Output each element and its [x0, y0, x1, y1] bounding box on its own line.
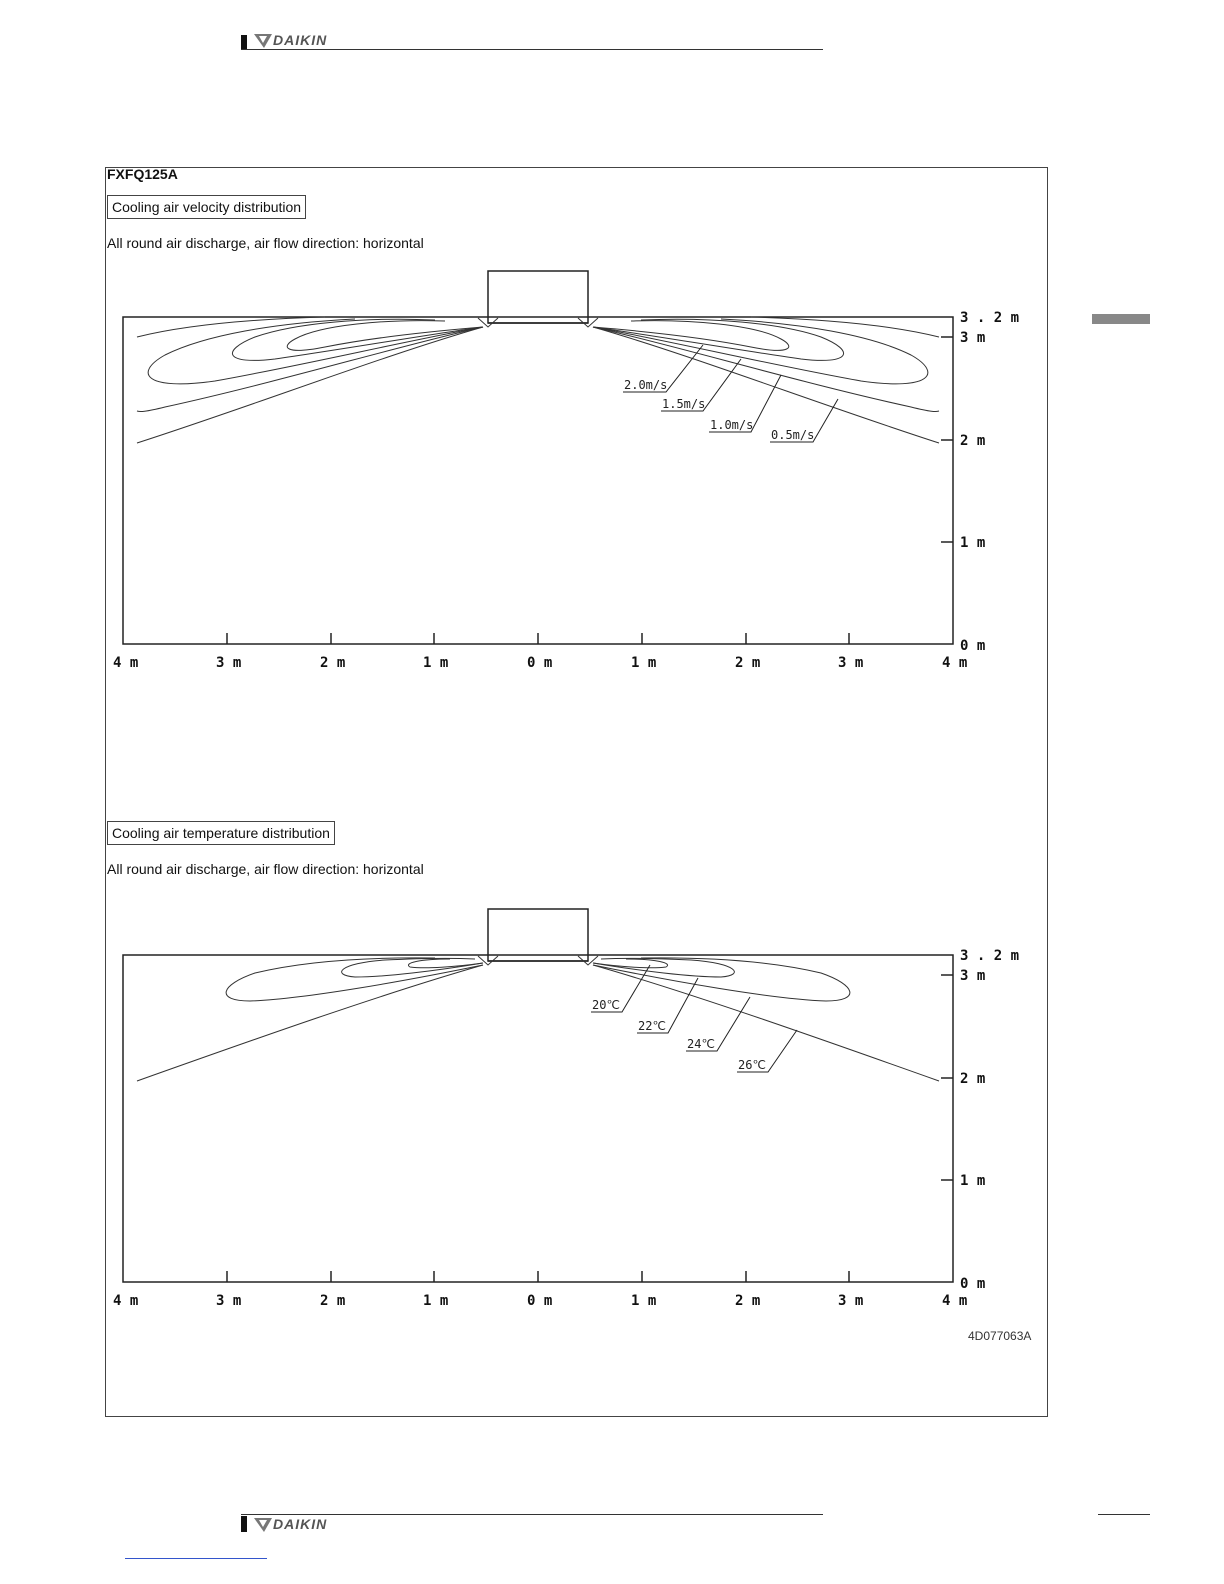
x-tick-label: 3 m: [838, 1293, 864, 1309]
logo-bar: [241, 35, 247, 49]
temperature-contour-label: 20℃: [592, 998, 620, 1012]
velocity-contour-label: 2.0m/s: [624, 378, 668, 392]
temperature-contour-label: 26℃: [738, 1058, 766, 1072]
section-tab-marker: [1092, 314, 1150, 324]
x-tick-label: 4 m: [113, 1293, 139, 1309]
velocity-title-box: Cooling air velocity distribution: [107, 195, 306, 219]
header-logo: [241, 32, 341, 50]
velocity-contour-label: 1.0m/s: [710, 418, 754, 432]
x-tick-label: 3 m: [216, 1293, 242, 1309]
room-boundary: [123, 317, 953, 644]
daikin-logo-icon: [254, 1518, 272, 1532]
header-brand: DAIKIN: [273, 32, 328, 48]
y-tick-label: 0 m: [960, 638, 986, 654]
x-tick-label: 4 m: [113, 655, 139, 671]
x-tick-label: 3 m: [838, 655, 864, 671]
footer-link-underline[interactable]: [125, 1558, 267, 1559]
x-tick-label: 1 m: [631, 1293, 657, 1309]
y-tick-label: 0 m: [960, 1276, 986, 1292]
left-contour-1-0: [148, 319, 483, 384]
left-contour-26: [137, 965, 483, 1081]
x-tick-label: 2 m: [320, 1293, 346, 1309]
footer-brand: DAIKIN: [273, 1516, 328, 1532]
left-contour-0-5-upper: [137, 327, 483, 412]
right-contour-20: [593, 959, 668, 968]
temperature-subtitle: All round air discharge, air flow direction: horizontal: [107, 861, 424, 877]
temperature-title-box: Cooling air temperature distribution: [107, 821, 335, 845]
x-tick-label: 0 m: [527, 655, 553, 671]
y-tick-label: 2 m: [960, 1071, 986, 1087]
x-tick-label: 1 m: [631, 655, 657, 671]
y-tick-label: 3 . 2 m: [960, 310, 1020, 326]
x-tick-label: 2 m: [735, 655, 761, 671]
temperature-contour-label: 22℃: [638, 1019, 666, 1033]
y-tick-label: 1 m: [960, 535, 986, 551]
left-contour-1-5: [232, 319, 483, 360]
velocity-subtitle: All round air discharge, air flow direction: horizontal: [107, 235, 424, 251]
daikin-logo-icon: [254, 34, 272, 48]
velocity-contour-label: 1.5m/s: [662, 397, 706, 411]
footer-logo: [241, 1516, 341, 1534]
right-contour-1-0: [593, 319, 928, 384]
y-tick-label: 2 m: [960, 433, 986, 449]
velocity-contour-label: 0.5m/s: [771, 428, 815, 442]
indoor-unit-body: [488, 271, 588, 323]
temperature-contour-label: 24℃: [687, 1037, 715, 1051]
y-tick-label: 3 m: [960, 330, 986, 346]
document-reference: 4D077063A: [968, 1329, 1032, 1343]
y-tick-label: 3 . 2 m: [960, 948, 1020, 964]
right-contour-1-5: [593, 319, 844, 360]
x-tick-label: 1 m: [423, 655, 449, 671]
x-tick-label: 4 m: [942, 1293, 968, 1309]
room-boundary: [123, 955, 953, 1282]
model-name: FXFQ125A: [107, 166, 178, 182]
x-tick-label: 1 m: [423, 1293, 449, 1309]
x-tick-label: 2 m: [320, 655, 346, 671]
x-tick-label: 2 m: [735, 1293, 761, 1309]
left-contour-0-5-lower: [137, 327, 483, 443]
y-tick-label: 3 m: [960, 968, 986, 984]
temperature-distribution-diagram: [105, 903, 1025, 1313]
x-tick-label: 4 m: [942, 655, 968, 671]
footer-right-rule: [1098, 1514, 1150, 1515]
right-contour-0-5-upper: [593, 327, 939, 412]
x-tick-label: 3 m: [216, 655, 242, 671]
y-tick-label: 1 m: [960, 1173, 986, 1189]
indoor-unit-body: [488, 909, 588, 961]
footer-rule: [241, 1514, 823, 1515]
header-rule: [241, 49, 823, 50]
velocity-distribution-diagram: [105, 265, 1025, 675]
left-contour-20: [408, 959, 483, 968]
logo-bar: [241, 1516, 247, 1532]
x-tick-label: 0 m: [527, 1293, 553, 1309]
